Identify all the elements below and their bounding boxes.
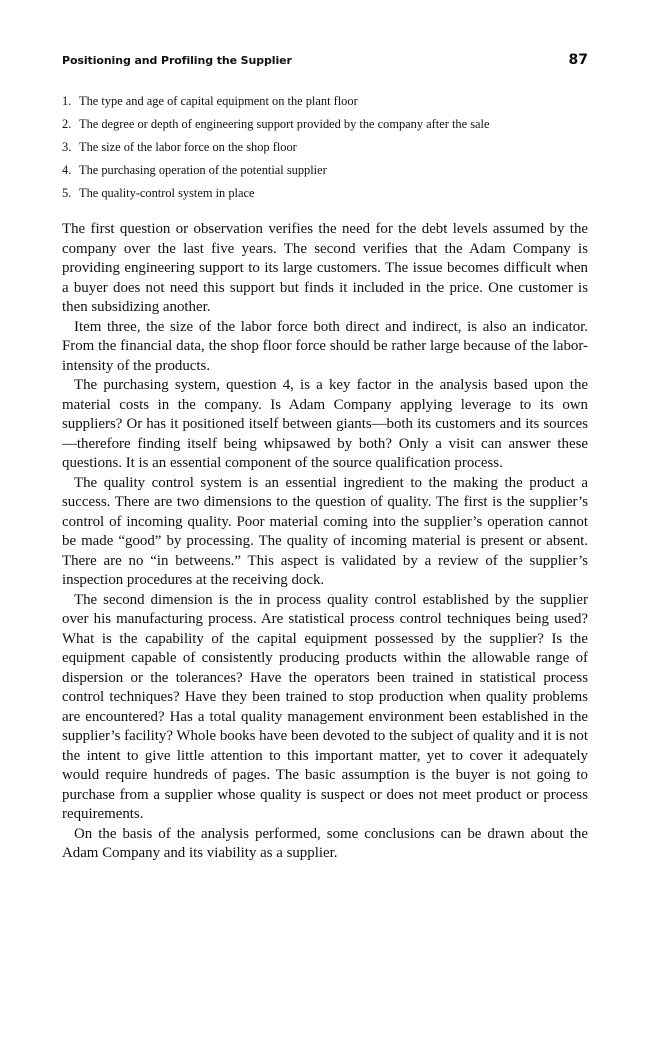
paragraph: The second dimension is the in process quality control established by the supplier over his manufacturing process. Are statistical process control techniques being used? What is the capability of the capital equipment possessed by the supplier? Is the equipment capable of consistently producing products within the allowable range of dispersion or the tolerances? Have the operators been trained in statistical process control techniques? Have they been trained to stop production when quality problems are encountered? Has a total quality management environment been established in the supplier’s facility? Whole books have been devoted to the subject of quality and it is not the intent to give little attention to this important matter, yet to cover it adequately would require hundreds of pages. The basic assumption is the buyer is not going to purchase from a supplier whose quality is suspect or does not meet product or process requirements.	[62, 591, 588, 822]
list-item-number: 4.	[62, 163, 72, 177]
book-page	[62, 52, 588, 864]
paragraph: Item three, the size of the labor force both direct and indirect, is also an indicator. From the financial data, the shop floor force should be rather large because of the labor-intensity of the products.	[62, 318, 588, 374]
list-item-number: 2.	[62, 117, 72, 131]
running-header	[62, 52, 588, 82]
list-item	[62, 136, 588, 159]
running-title: Positioning and Profiling the Supplier	[62, 54, 292, 67]
paragraph: The first question or observation verifies the need for the debt levels assumed by the company over the last five years. The second verifies that the Adam Company is providing engineering support to its large customers. The issue becomes difficult when a buyer does not need this support but finds it included in the price. One customer is then subsidizing another.	[62, 221, 588, 315]
list-item-number: 3.	[62, 140, 72, 154]
list-item	[62, 90, 588, 113]
paragraph: On the basis of the analysis performed, some conclusions can be drawn about the Adam Company and its viability as a supplier.	[62, 825, 588, 861]
numbered-list	[62, 90, 588, 205]
paragraph: The quality control system is an essential ingredient to the making the product a success. There are two dimensions to the question of quality. The first is the supplier’s control of incoming quality. Poor material coming into the supplier’s operation cannot be made “good” by processing. The quality of incoming material is present or absent. There are no “in betweens.” This aspect is validated by a review of the supplier’s inspection procedures at the receiving dock.	[62, 474, 588, 588]
list-item-text: The type and age of capital equipment on the plant floor	[79, 94, 358, 108]
list-item	[62, 159, 588, 182]
list-item-number: 1.	[62, 94, 72, 108]
list-item-text: The purchasing operation of the potential supplier	[79, 163, 327, 177]
list-item-text: The degree or depth of engineering support provided by the company after the sale	[79, 117, 490, 131]
list-item	[62, 182, 588, 205]
page-number: 87	[568, 52, 588, 68]
list-item-number: 5.	[62, 186, 72, 200]
list-item-text: The quality-control system in place	[79, 186, 255, 200]
body-text	[62, 220, 588, 864]
paragraph: The purchasing system, question 4, is a key factor in the analysis based upon the material costs in the company. Is Adam Company applying leverage to its own suppliers? Or has it positioned itself between giants—both its customers and its sources—therefore finding itself being whipsawed by both? Only a visit can answer these questions. It is an essential component of the source qualification process.	[62, 377, 588, 471]
list-item	[62, 113, 588, 136]
list-item-text: The size of the labor force on the shop floor	[79, 140, 297, 154]
